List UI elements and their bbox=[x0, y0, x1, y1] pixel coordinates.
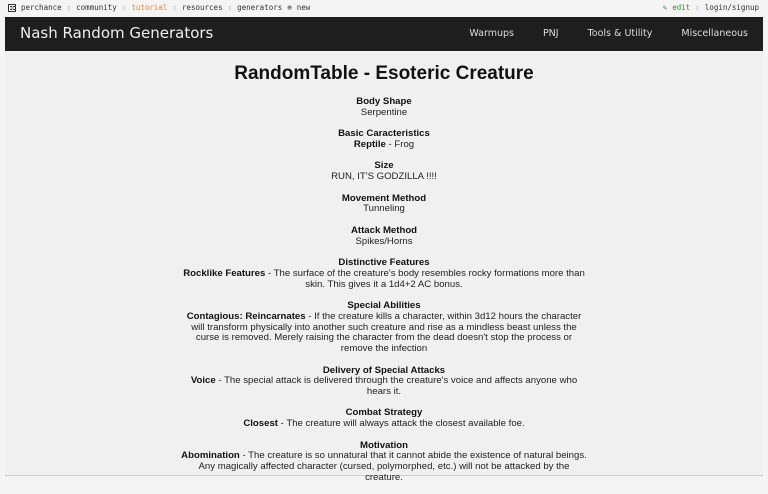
link-community[interactable]: community bbox=[76, 3, 117, 12]
section-title: Attack Method bbox=[350, 224, 418, 236]
section-term: Rocklike Features bbox=[183, 267, 266, 279]
section-value bbox=[180, 172, 588, 183]
section-text: Frog bbox=[394, 138, 415, 150]
section-title: Delivery of Special Attacks bbox=[322, 364, 446, 376]
section-value bbox=[180, 237, 588, 248]
section-term: Contagious: Reincarnates bbox=[186, 310, 306, 322]
separator: ▯ bbox=[172, 3, 177, 12]
site-brand[interactable]: Nash Random Generators bbox=[20, 24, 214, 42]
section-distinctive-features bbox=[180, 258, 588, 290]
section-text: The surface of the creature's body resembles rocky formations more than skin. This gives it a 1d4+2 AC bonus. bbox=[273, 267, 585, 290]
section-movement-method bbox=[180, 194, 588, 216]
section-title: Motivation bbox=[360, 439, 408, 451]
separator: ▯ bbox=[695, 3, 700, 12]
nav-tools-utility[interactable]: Tools & Utility bbox=[587, 28, 653, 39]
section-size bbox=[180, 161, 588, 183]
section-title: Special Abilities bbox=[347, 299, 421, 311]
nav-warmups[interactable]: Warmups bbox=[469, 28, 514, 39]
link-tutorial[interactable]: tutorial bbox=[131, 3, 168, 12]
section-text: Spikes/Horns bbox=[355, 235, 413, 247]
section-value: Contagious: Reincarnates - If the creature kills a character, within 3d12 hours the character will transform physically into another such creature and rise as a mindless beast unless the curse is removed. Merely raising the character from the dead doesn't stop the process or remove the infection bbox=[186, 310, 582, 355]
nav-miscellaneous[interactable]: Miscellaneous bbox=[681, 28, 748, 39]
page-title: RandomTable - Esoteric Creature bbox=[234, 63, 534, 84]
section-value: Closest - The creature will always attack the closest available foe. bbox=[243, 418, 525, 430]
section-value bbox=[180, 204, 588, 215]
plus-circle-icon: ⊕ bbox=[287, 3, 292, 12]
section-value: Reptile - Frog bbox=[353, 138, 415, 150]
section-title: Movement Method bbox=[341, 192, 427, 204]
section-title: Distinctive Features bbox=[338, 256, 430, 268]
section-value: Rocklike Features - The surface of the creature's body resembles rocky formations more than skin. This gives it a 1d4+2 AC bonus. bbox=[183, 267, 585, 290]
section-delivery-of-special-attacks bbox=[180, 366, 588, 398]
login-signup-link[interactable]: login/signup bbox=[704, 3, 759, 12]
section-text: Serpentine bbox=[360, 106, 408, 118]
section-basic-caracteristics bbox=[180, 129, 588, 151]
section-title: Basic Caracteristics bbox=[338, 128, 430, 140]
section-body-shape bbox=[180, 97, 588, 119]
link-perchance[interactable]: perchance bbox=[21, 3, 62, 12]
section-text: The creature is so unnatural that it cannot abide the existence of natural beings. Any magically affected character (cursed, polymorphed, etc.) will not be attacked by the creature. bbox=[198, 450, 587, 484]
perchance-topbar bbox=[0, 0, 768, 16]
section-term: Voice bbox=[190, 375, 216, 387]
section-combat-strategy bbox=[180, 408, 588, 430]
section-title: Size bbox=[374, 160, 394, 172]
section-text: RUN, IT'S GODZILLA !!!! bbox=[331, 171, 437, 183]
section-motivation bbox=[180, 441, 588, 484]
link-resources[interactable]: resources bbox=[181, 3, 223, 12]
nav-pnj[interactable]: PNJ bbox=[542, 28, 559, 39]
section-text: If the creature kills a character, within 3d12 hours the character will transform physically into another such creature and rise as a mindless beast unless the curse is removed. Merely raising the character from the dead doesn't stop the process or remove the infection bbox=[191, 310, 582, 355]
main-content bbox=[5, 52, 763, 484]
section-special-abilities bbox=[180, 301, 588, 355]
site-navbar bbox=[5, 17, 763, 51]
section-text: The creature will always attack the closest available foe. bbox=[286, 418, 525, 430]
section-text: The special attack is delivered through the creature's voice and affects anyone who hears it. bbox=[224, 375, 578, 398]
dice-icon bbox=[8, 4, 16, 12]
section-value bbox=[180, 108, 588, 119]
link-generators[interactable]: generators bbox=[237, 3, 283, 12]
section-value: Voice - The special attack is delivered through the creature's voice and affects anyone who hears it. bbox=[190, 375, 578, 398]
link-new[interactable]: new bbox=[296, 3, 311, 12]
separator: ▯ bbox=[121, 3, 127, 12]
section-title: Body Shape bbox=[356, 96, 412, 107]
section-text: Tunneling bbox=[363, 203, 405, 215]
separator: ▯ bbox=[66, 3, 72, 12]
edit-link[interactable]: edit bbox=[672, 3, 691, 12]
section-value: Abomination - The creature is so unnatural that it cannot abide the existence of natural beings. Any magically affected character (cursed, polymorphed, etc.) will not be attacked by the creature. bbox=[181, 450, 587, 484]
section-term: Closest bbox=[243, 418, 278, 430]
pencil-icon: ✎ bbox=[662, 3, 668, 12]
separator: ▯ bbox=[227, 3, 233, 12]
section-term: Abomination bbox=[181, 450, 240, 462]
section-term: Reptile bbox=[353, 138, 386, 150]
section-attack-method bbox=[180, 226, 588, 248]
creature-sections bbox=[180, 97, 588, 494]
section-title: Combat Strategy bbox=[345, 407, 423, 419]
